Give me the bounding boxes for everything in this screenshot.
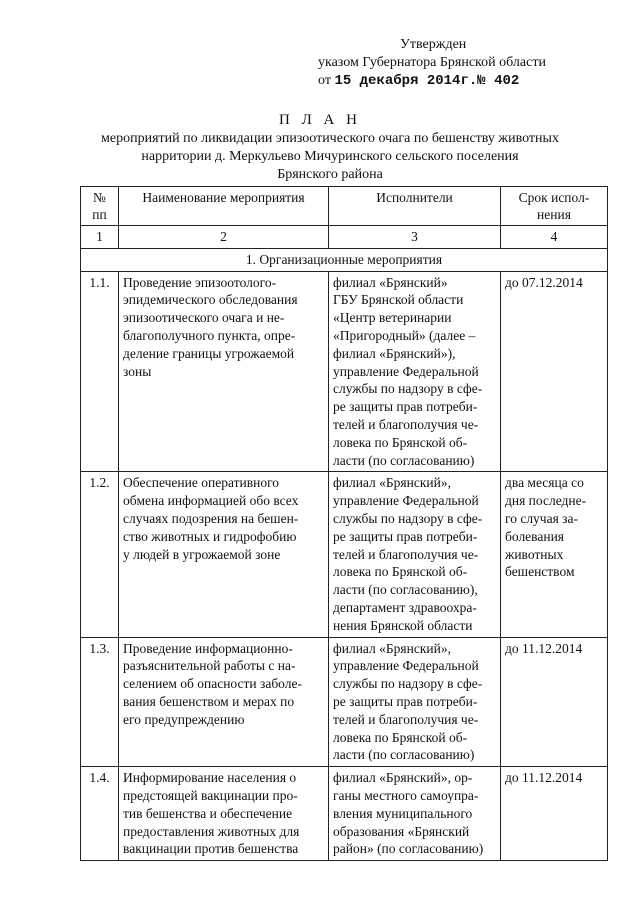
row-activity: Обеспечение оперативного обмена информацией обо всех случаях подозрения на бешен- ство животных и гидрофобию у людей в угрожаемой зоне [119, 472, 329, 637]
row-deadline: до 07.12.2014 [501, 271, 608, 472]
approval-prefix: от [318, 73, 331, 88]
subtitle-line-3: Брянского района [277, 167, 383, 182]
row-deadline: до 11.12.2014 [501, 637, 608, 767]
table-row [81, 472, 608, 637]
row-executors: филиал «Брянский», управление Федеральной службы по надзору в сфе- ре защиты прав потреби- телей и благополучия че- ловека по Брянской об- ласти (по согласованию) [329, 637, 501, 767]
approval-line-decree: указом Губернатора Брянской области [318, 55, 546, 70]
row-number: 1.1. [81, 271, 119, 472]
subtitle-line-1: мероприятий по ликвидации эпизоотического очага по бешенству животных [101, 131, 559, 146]
header-deadline: Срок испол- нения [501, 187, 608, 226]
table-row [81, 637, 608, 767]
row-number: 1.3. [81, 637, 119, 767]
document-title: П Л А Н [279, 112, 361, 128]
plan-table [80, 186, 608, 861]
row-deadline: до 11.12.2014 [501, 767, 608, 861]
approval-line-date [318, 72, 618, 90]
row-number: 1.2. [81, 472, 119, 637]
table-row [81, 767, 608, 861]
approval-line-approved: Утвержден [400, 37, 467, 52]
subtitle-line-2: нарритории д. Меркульево Мичуринского сельского поселения [141, 149, 519, 164]
row-executors: филиал «Брянский», ор- ганы местного самоупра- вления муниципального образования «Брянский район» (по согласованию) [329, 767, 501, 861]
header-number: № пп [81, 187, 119, 226]
section-row [81, 248, 608, 271]
column-number-3: 3 [329, 226, 501, 249]
row-activity: Проведение эпизоотолого- эпидемического обследования эпизоотического очага и не- благополучного пункта, опре- деление границы угрожаемой зоны [119, 271, 329, 472]
section-title: 1. Организационные мероприятия [81, 248, 608, 271]
row-deadline: два месяца со дня последне- го случая за- болевания животных бешенством [501, 472, 608, 637]
approval-block [318, 36, 618, 90]
row-activity: Проведение информационно- разъяснительной работы с на- селением об опасности заболе- вания бешенством и мерах по его предупреждению [119, 637, 329, 767]
header-executors: Исполнители [329, 187, 501, 226]
row-activity: Информирование населения о предстоящей вакцинации про- тив бешенства и обеспечение предоставления животных для вакцинации против бешенства [119, 767, 329, 861]
approval-date-number: 15 декабря 2014г.№ 402 [334, 73, 520, 89]
column-number-2: 2 [119, 226, 329, 249]
column-number-4: 4 [501, 226, 608, 249]
row-executors: филиал «Брянский» ГБУ Брянской области «Центр ветеринарии «Пригородный» (далее – филиал «Брянский»), управление Федеральной службы по надзору в сфе- ре защиты прав потреби- телей и благополучия че- ловека по Брянской об- ласти (по согласованию) [329, 271, 501, 472]
row-number: 1.4. [81, 767, 119, 861]
column-number-1: 1 [81, 226, 119, 249]
header-row [81, 187, 608, 226]
column-number-row [81, 226, 608, 249]
document-subtitle [80, 130, 580, 184]
row-executors: филиал «Брянский», управление Федеральной службы по надзору в сфе- ре защиты прав потреби- телей и благополучия че- ловека по Брянской об- ласти (по согласованию), департамент здравоохра- нения Брянской области [329, 472, 501, 637]
table-row [81, 271, 608, 472]
header-activity: Наименование мероприятия [119, 187, 329, 226]
